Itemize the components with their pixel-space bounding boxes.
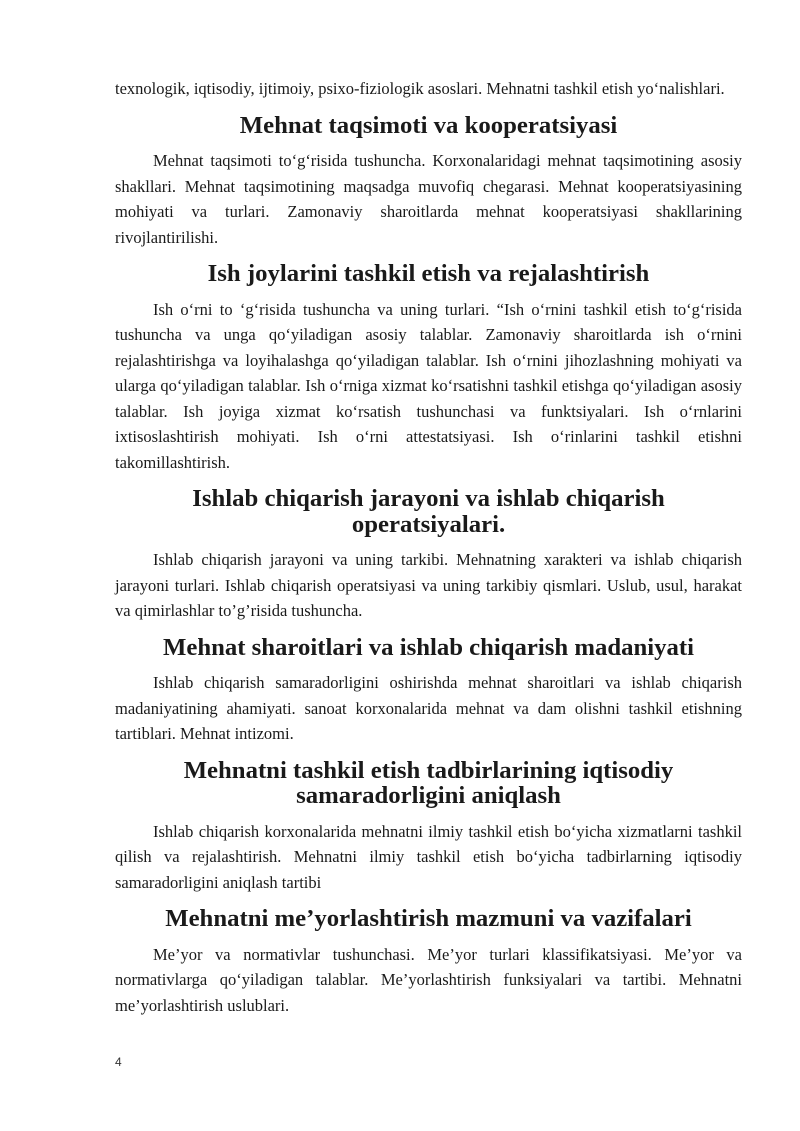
section-heading-workplace-organization: Ish joylarini tashkil etish va rejalashtirish [207,260,650,287]
section-body-production-process: Ishlab chiqarish jarayoni va uning tarkibi. Mehnatning xarakteri va ishlab chiqarish jarayoni turlari. Ishlab chiqarish operatsiyasi va uning tarkibiy qismlari. Uslub, usul, harakat va qimirlashlar to’g’risida tushuncha. [115,550,742,620]
section-body-labor-norming: Me’yor va normativlar tushunchasi. Me’yor turlari klassifikatsiyasi. Me’yor va normativlarga qo‘yiladigan talablar. Me’yorlashtirish funksiyalari va tartibi. Mehnatni me’yorlashtirish uslublari. [115,944,742,1015]
section-heading-labor-division: Mehnat taqsimoti va kooperatsiyasi [239,111,618,139]
section-body-economic-efficiency: Ishlab chiqarish korxonalarida mehnatni ilmiy tashkil etish bo‘yicha xizmatlarni tashkil qilish va rejalashtirish. Mehnatni ilmiy tashkil etish bo‘yicha tadbirlarning iqtisodiy samaradorligini aniqlash tartibi [115,821,742,892]
intro-paragraph: texnologik, iqtisodiy, ijtimoiy, psixo-fiziologik asoslari. Mehnatni tashkil etish yo‘nalishlari. [115,79,725,98]
section-heading-labor-norming: Mehnatni me’yorlashtirish mazmuni va vazifalari [165,905,692,932]
page-number: 4 [115,1055,122,1069]
section-heading-economic-efficiency: Mehnatni tashkil etish tadbirlarining iqtisodiy samaradorligini aniqlash [183,756,674,809]
document-page [115,76,742,1018]
section-heading-production-process: Ishlab chiqarish jarayoni va ishlab chiqarish operatsiyalari. [192,485,665,538]
section-body-workplace-organization: Ish o‘rni to ‘g‘risida tushuncha va uning turlari. “Ish o‘rnini tashkil etish to‘g‘risida tushuncha va unga qo‘yiladigan asosiy talablar. Zamonaviy sharoitlarda ish o‘rnini rejalashtirishga va loyihalashga qo‘yiladigan talablar. Ish o‘rnini jihozlashning mohiyati va ularga qo‘yiladigan talablar. Ish o‘rniga xizmat ko‘rsatishni tashkil etishga qo‘yiladigan asosiy talablar. Ish joyiga xizmat ko‘rsatish tushunchasi va funktsiyalari. Ish o‘rnlarini ixtisoslashtirish mohiyati. Ish o‘rni attestatsiyasi. Ish o‘rinlarini tashkil etishni takomillashtirish. [115,299,742,472]
section-body-labor-division: Mehnat taqsimoti to‘g‘risida tushuncha. Korxonalaridagi mehnat taqsimotining asosiy shakllari. Mehnat taqsimotining maqsadga muvofiq chegarasi. Mehnat kooperatsiyasining mohiyati va turlari. Zamonaviy sharoitlarda mehnat kooperatsiyasi shakllarining rivojlantirilishi. [115,151,742,247]
section-heading-labor-conditions: Mehnat sharoitlari va ishlab chiqarish madaniyati [162,633,695,661]
section-body-labor-conditions: Ishlab chiqarish samaradorligini oshirishda mehnat sharoitlari va ishlab chiqarish madaniyatining ahamiyati. sanoat korxonalarida mehnat va dam olishni tashkil etishning tartiblari. Mehnat intizomi. [115,673,742,743]
